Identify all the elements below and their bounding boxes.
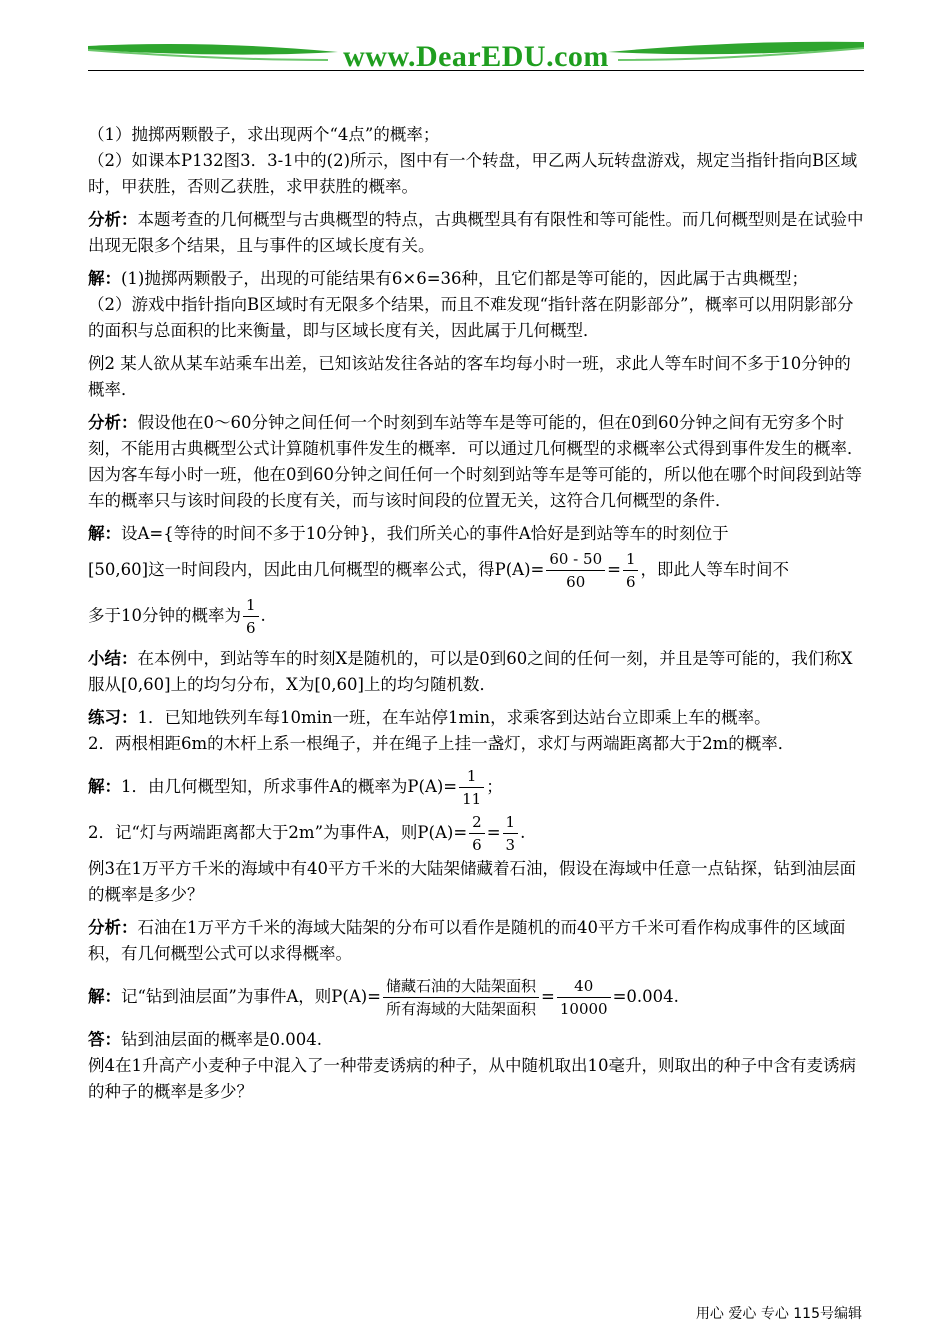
paragraph: （2）如课本P132图3．3-1中的(2)所示，图中有一个转盘，甲乙两人玩转盘游戏，规定当指针指向B区域时，甲获胜，否则乙获胜，求甲获胜的概率。 xyxy=(88,151,858,196)
fraction: $\frac{40}{10000}$ xyxy=(557,975,611,1020)
analysis-paragraph: 分析：本题考查的几何概型与古典概型的特点，古典概型具有有限性和等可能性。而几何概型则是在试验中出现无限多个结果，且与事件的区域长度有关。 xyxy=(88,210,864,255)
fraction: $\frac{1}{11}$ xyxy=(459,765,484,810)
site-logo[interactable]: www.DearEDU.com xyxy=(343,40,609,73)
formula-line: 2．记“灯与两端距离都大于2m”为事件A，则P(A)= $\frac{2}{6}$ = $\frac{1}{3}$ . xyxy=(88,813,526,854)
solution-paragraph: 解：1．由几何概型知，所求事件A的概率为P(A)= $\frac{1}{11}$ ； xyxy=(88,767,503,808)
analysis-label: 分析： xyxy=(88,918,138,937)
fraction: $\frac{1}{3}$ xyxy=(503,811,519,856)
analysis-paragraph: 分析：假设他在0～60分钟之间任何一个时刻到车站等车是等可能的，但在0到60分钟之间有无穷多个时刻，不能用古典概型公式计算随机事件发生的概率．可以通过几何概型的求概率公式得到事件发生的概率．因为客车每小时一班，他在0到60分钟之间任何一个时刻到站等车是等可能的，所以他在哪个时间段到站等车的概率只与该时间段的长度有关，而与该时间段的位置无关，这符合几何概型的条件． xyxy=(88,413,864,510)
paragraph: 2．两根相距6m的木杆上系一根绳子，并在绳子上挂一盏灯，求灯与两端距离都大于2m的概率． xyxy=(88,734,795,753)
answer-paragraph: 答：钻到油层面的概率是0.004. xyxy=(88,1030,322,1049)
answer-label: 答： xyxy=(88,1030,121,1049)
example-paragraph: 例2 某人欲从某车站乘车出差，已知该站发往各站的客车均每小时一班，求此人等车时间不多于10分钟的概率． xyxy=(88,354,851,399)
fraction: $\frac{2}{6}$ xyxy=(469,811,485,856)
solution-paragraph: 解：设A={等待的时间不多于10分钟}，我们所关心的事件A恰好是到站等车的时刻位于 xyxy=(88,524,729,543)
solution-label: 解： xyxy=(88,524,121,543)
exercise-paragraph: 练习：1．已知地铁列车每10min一班，在车站停1min，求乘客到达站台立即乘上车的概率。 xyxy=(88,708,771,727)
analysis-paragraph: 分析：石油在1万平方千米的海域大陆架的分布可以看作是随机的而40平方千米可看作构成事件的区域面积，有几何概型公式可以求得概率。 xyxy=(88,918,846,963)
summary-paragraph: 小结：在本例中，到站等车的时刻X是随机的，可以是0到60之间的任何一刻，并且是等可能的，我们称X服从[0,60]上的均匀分布，X为[0,60]上的均匀随机数． xyxy=(88,649,853,694)
example-paragraph: 例4在1升高产小麦种子中混入了一种带麦诱病的种子，从中随机取出10毫升，则取出的种子中含有麦诱病的种子的概率是多少？ xyxy=(88,1056,856,1101)
solution-label: 解： xyxy=(88,269,121,288)
page-footer: 用心 爱心 专心 115号编辑 xyxy=(695,1306,862,1322)
paragraph: （1）抛掷两颗骰子，求出现两个“4点”的概率； xyxy=(88,125,440,144)
solution-paragraph: 解：记“钻到油层面”为事件A，则P(A)= $\frac{\text{储藏石油的大陆架面积}}{\text{所有海域的大陆架面积}}$ = $\frac{40}{10000}$ =0.004. xyxy=(88,977,679,1018)
example-paragraph: 例3在1万平方千米的海域中有40平方千米的大陆架储藏着石油，假设在海域中任意一点钻探，钻到油层面的概率是多少？ xyxy=(88,859,856,904)
page-header xyxy=(88,38,864,72)
analysis-label: 分析： xyxy=(88,413,138,432)
fraction: $\frac{1}{6}$ xyxy=(243,594,259,639)
formula-line: 多于10分钟的概率为 $\frac{1}{6}$ . xyxy=(88,596,266,637)
exercise-label: 练习： xyxy=(88,708,138,727)
analysis-label: 分析： xyxy=(88,210,138,229)
solution-label: 解： xyxy=(88,777,121,796)
formula-line: [50,60]这一时间段内，因此由几何概型的概率公式，得P(A)= $\frac{60 - 50}{60}$ = $\frac{1}{6}$ ，即此人等车时间不 xyxy=(88,550,789,591)
paragraph: （2）游戏中指针指向B区域时有无限多个结果，而且不难发现“指针落在阴影部分”，概率可以用阴影部分的面积与总面积的比来衡量，即与区域长度有关，因此属于几何概型． xyxy=(88,295,854,340)
document-body xyxy=(88,122,864,1105)
solution-label: 解： xyxy=(88,987,121,1006)
fraction: $\frac{\text{储藏石油的大陆架面积}}{\text{所有海域的大陆架面积}}$ xyxy=(383,975,539,1020)
fraction: $\frac{1}{6}$ xyxy=(623,548,639,593)
header-rule xyxy=(88,70,864,71)
solution-paragraph: 解：(1)抛掷两颗骰子，出现的可能结果有6×6=36种，且它们都是等可能的，因此属于古典概型； xyxy=(88,269,809,288)
summary-label: 小结： xyxy=(88,649,138,668)
fraction: $\frac{60 - 50}{60}$ xyxy=(546,548,605,593)
